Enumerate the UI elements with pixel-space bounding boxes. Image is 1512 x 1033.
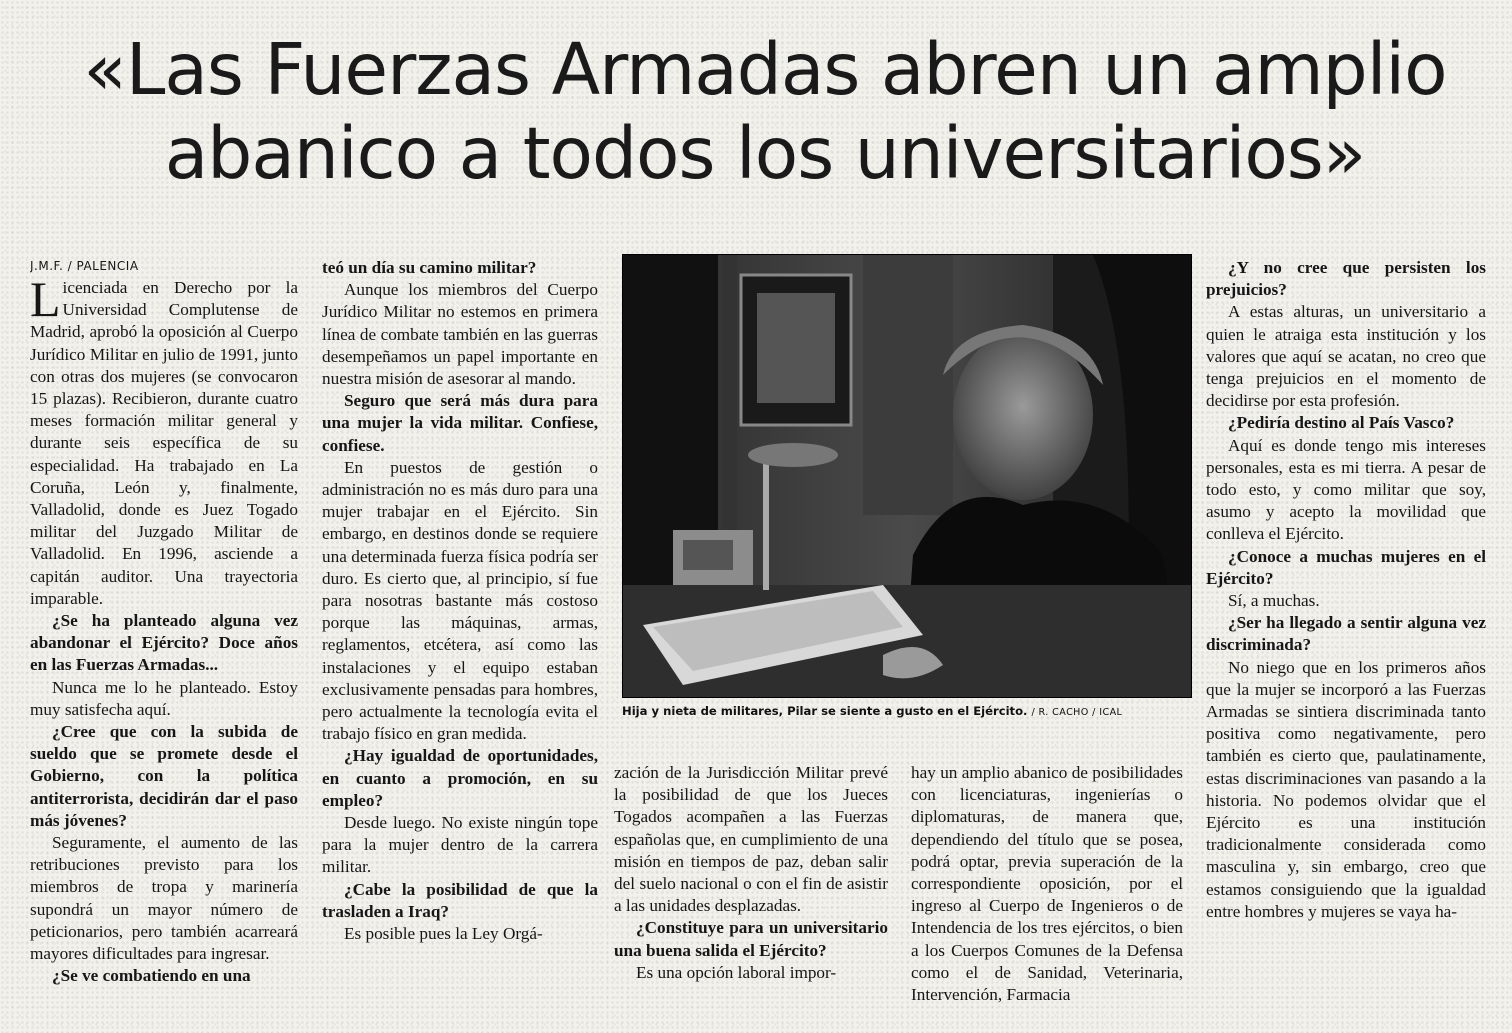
answer-continued: hay un amplio abanico de posibilidades con licenciaturas, ingenierías o diplomaturas, de manera que, dependiendo del título que se posea, podrá optar, previa superación de la correspondiente oposición, por el ingreso al Cuerpo de Ingenieros o de Intendencia de los tres ejércitos, o bien a los Cuerpos Comunes de la Defensa como el de Sanidad, Veterinaria, Intervención, Farmacia: [911, 763, 1183, 1005]
photo-credit: / R. CACHO / ICAL: [1031, 707, 1123, 718]
question: ¿Y no cree que persisten los prejuicios?: [1206, 258, 1486, 300]
question: ¿Se ha planteado alguna vez abandonar el Ejército? Doce años en las Fuerzas Armadas...: [30, 611, 298, 675]
question: ¿Cabe la posibilidad de que la trasladen a Iraq?: [322, 879, 598, 921]
photo-caption: [622, 703, 1212, 721]
question: ¿Hay igualdad de oportunidades, en cuanto a promoción, en su empleo?: [322, 746, 598, 810]
intro-paragraph: [30, 271, 298, 610]
drop-cap: L: [30, 271, 61, 327]
question: ¿Conoce a muchas mujeres en el Ejército?: [1206, 546, 1486, 588]
answer: A estas alturas, un universitario a quien le atraiga esta institución y los valores que aquí se acatan, no creo que tenga prejuicios en el momento de decidirse por esta profesión.: [1206, 302, 1486, 411]
answer: Aunque los miembros del Cuerpo Jurídico Militar no estemos en primera línea de combate también en las guerras desempeñamos un papel importante en nuestra misión de asesorar al mando.: [322, 280, 598, 389]
answer: Aquí es donde tengo mis intereses personales, esta es mi tierra. A pesar de todo esto, y como militar que soy, asumo y acepto la movilidad que conlleva el Ejército.: [1206, 435, 1486, 544]
article-column-3: [614, 762, 888, 1033]
article-photo: [622, 254, 1192, 698]
byline: J.M.F. / PALENCIA: [30, 259, 139, 273]
intro-text: icenciada en Derecho por la Universidad Complutense de Madrid, aprobó la oposición al Cuerpo Jurídico Militar en julio de 1991, junto con otras dos mujeres (se convocaron 15 plazas). Recibieron, durante cuatro meses formación militar general y durante seis específica de su especialidad. Ha trabajado en La Coruña, León y, finalmente, Valladolid, donde es Juez Togado militar del Juzgado Militar de Valladolid. En 1996, asciende a capitán auditor. Una trayectoria imparable.: [30, 278, 298, 608]
answer: No niego que en los primeros años que la mujer se incorporó a las Fuerzas Armadas se sintiera discriminada tanto positiva como negativamente, pero también es cierto que, paulatinamente, estas discriminaciones van pasando a la historia. No podemos olvidar que el Ejército es una institución tradicionalmente considerada como masculina y, sin embargo, creo que estamos consiguiendo que la igualdad entre hombres y mujeres se vaya ha-: [1206, 657, 1486, 921]
article-column-4: [911, 762, 1183, 1033]
photo-image: [623, 255, 1191, 697]
answer: Desde luego. No existe ningún tope para la mujer dentro de la carrera militar.: [322, 813, 598, 877]
headline-line-1: «Las Fuerzas Armadas abren un amplio: [83, 28, 1447, 111]
article-column-5: [1206, 257, 1486, 1033]
answer: En puestos de gestión o administración no es más duro para una mujer trabajar en el Ejército. Sin embargo, en destinos donde se requiere una determinada fuerza física podría ser duro. Es cierto que, al principio, sí fue para nosotras bastante más costoso porque las máquinas, armas, reglamentos, etcétera, así como las instalaciones y el equipo estaban exclusivamente pensadas para hombres, pero actualmente la tecnología evita el trabajo físico en gran medida.: [322, 457, 598, 744]
question: ¿Pediría destino al País Vasco?: [1228, 413, 1455, 433]
answer: Nunca me lo he planteado. Estoy muy satisfecha aquí.: [30, 677, 298, 719]
caption-text: Hija y nieta de militares, Pilar se siente a gusto en el Ejército.: [622, 704, 1028, 718]
question: ¿Se ve combatiendo en una: [52, 966, 251, 986]
answer: Sí, a muchas.: [1228, 591, 1320, 611]
headline-line-2: abanico a todos los universitarios»: [164, 112, 1366, 195]
question: ¿Cree que con la subida de sueldo que se promete desde el Gobierno, con la política antiterrorista, decidirán dar el paso más jóvenes?: [30, 722, 298, 830]
question: ¿Constituye para un universitario una buena salida el Ejército?: [614, 918, 888, 960]
article-column-1: [30, 257, 298, 1033]
headline: [40, 28, 1490, 196]
answer: Es una opción laboral impor-: [636, 962, 837, 982]
question: ¿Ser ha llegado a sentir alguna vez discriminada?: [1206, 613, 1486, 655]
answer: Seguramente, el aumento de las retribuciones previsto para los miembros de tropa y marinería supondrá un mayor número de peticionarios, pero también acarreará mayores dificultades para ingresar.: [30, 833, 298, 964]
question-continued: teó un día su camino militar?: [322, 258, 537, 277]
answer: Es posible pues la Ley Orgá-: [344, 924, 543, 944]
article-column-2: [322, 257, 598, 1033]
answer-continued: zación de la Jurisdicción Militar prevé la posibilidad de que los Jueces Togados acompañen a las Fuerzas españolas que, en cumplimiento de una misión en tiempos de paz, deban salir del suelo nacional o con el fin de asistir a las unidades desplazadas.: [614, 763, 888, 916]
question: Seguro que será más dura para una mujer la vida militar. Confiese, confiese.: [322, 391, 598, 455]
